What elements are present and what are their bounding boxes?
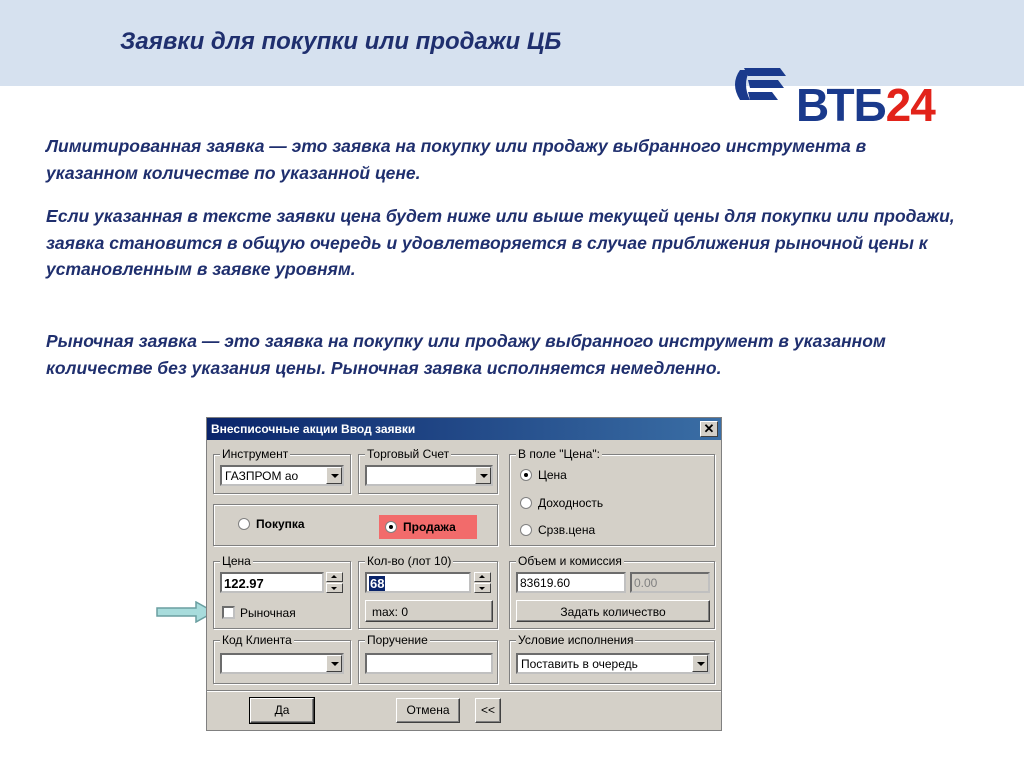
- quantity-value: 68: [370, 576, 385, 591]
- volume-input[interactable]: [516, 572, 626, 593]
- chevron-down-icon[interactable]: [692, 655, 708, 672]
- radio-avg-price-label: Срзв.цена: [538, 523, 596, 537]
- instrument-label: Инструмент: [222, 447, 289, 461]
- quantity-label: Кол-во (лот 10): [367, 554, 452, 568]
- price-value: 122.97: [224, 576, 264, 591]
- quantity-group: [358, 554, 498, 629]
- chevron-down-icon[interactable]: [475, 467, 491, 484]
- client-code-select[interactable]: [220, 653, 344, 674]
- ok-button[interactable]: [250, 698, 314, 723]
- price-group: [213, 554, 351, 629]
- max-label: max: 0: [372, 605, 409, 619]
- condition-group: [509, 633, 715, 684]
- price-label: Цена: [222, 554, 251, 568]
- account-select[interactable]: [365, 465, 493, 486]
- radio-sell[interactable]: [385, 521, 397, 533]
- ok-label: Да: [274, 703, 290, 717]
- commission-input: [630, 572, 710, 593]
- set-quantity-label: Задать количество: [560, 605, 666, 619]
- spin-down-icon[interactable]: [326, 583, 343, 593]
- dialog-titlebar[interactable]: [207, 418, 721, 440]
- commission-value: 0.00: [634, 576, 658, 590]
- spin-up-icon[interactable]: [474, 572, 491, 582]
- order-entry-dialog: [206, 417, 722, 731]
- client-code-group: [213, 633, 351, 684]
- close-button[interactable]: [700, 421, 718, 437]
- radio-price-label: Цена: [538, 468, 567, 482]
- condition-select[interactable]: [516, 653, 710, 674]
- instrument-group: [213, 447, 351, 494]
- vtb24-logo: [728, 64, 968, 134]
- radio-avg-price[interactable]: [520, 524, 532, 536]
- market-checkbox[interactable]: [222, 606, 235, 619]
- market-label: Рыночная: [240, 606, 296, 620]
- instrument-value: ГАЗПРОМ ао: [225, 469, 299, 483]
- quantity-spinner[interactable]: [474, 572, 491, 593]
- price-input[interactable]: [220, 572, 324, 593]
- order-label: Поручение: [367, 633, 428, 647]
- paragraph-limit-order: Лимитированная заявка — это заявка на покупку или продажу выбранного инструмента в указанном количестве по указанной цене.: [46, 136, 867, 183]
- radio-sell-label: Продажа: [403, 520, 456, 534]
- paragraph-queue-explanation: Если указанная в тексте заявки цена будет ниже или выше текущей цены для покупки или продажи, заявка становится в общую очередь и удовлетворяется в случае приближения рыночной цены к установленным в заявке уровням.: [46, 206, 955, 279]
- radio-yield-label: Доходность: [538, 496, 604, 510]
- quantity-input[interactable]: [365, 572, 471, 593]
- chevron-down-icon[interactable]: [326, 467, 342, 484]
- logo-wordmark: [796, 79, 935, 131]
- max-button[interactable]: [365, 600, 493, 622]
- logo-vtb-text: ВТБ: [796, 79, 886, 131]
- close-icon: ✕: [703, 421, 715, 436]
- radio-buy-label: Покупка: [256, 517, 305, 531]
- cancel-button[interactable]: [396, 698, 460, 723]
- volume-group: [509, 554, 715, 629]
- condition-value: Поставить в очередь: [521, 657, 638, 671]
- spin-down-icon[interactable]: [474, 583, 491, 593]
- dialog-title: Внесписочные акции Ввод заявки: [211, 422, 416, 436]
- spin-up-icon[interactable]: [326, 572, 343, 582]
- client-code-label: Код Клиента: [222, 633, 292, 647]
- bottom-separator: [207, 690, 721, 692]
- sell-highlight: [379, 515, 477, 539]
- set-quantity-button[interactable]: [516, 600, 710, 622]
- radio-yield[interactable]: [520, 497, 532, 509]
- account-label: Торговый Счет: [367, 447, 450, 461]
- logo-24-text: 24: [885, 79, 935, 131]
- paragraph-market-order: Рыночная заявка — это заявка на покупку или продажу выбранного инструмент в указанном количестве без указания цены. Рыночная заявка исполняется немедленно.: [46, 331, 886, 378]
- volume-label: Объем и комиссия: [518, 554, 622, 568]
- order-group: [358, 633, 498, 684]
- order-input[interactable]: [365, 653, 493, 674]
- price-field-label: В поле "Цена":: [518, 447, 600, 461]
- radio-buy[interactable]: [238, 518, 250, 530]
- slide-title: Заявки для покупки или продажи ЦБ: [120, 28, 562, 55]
- condition-label: Условие исполнения: [518, 633, 634, 647]
- collapse-icon: <<: [480, 703, 495, 717]
- instrument-select[interactable]: [220, 465, 344, 486]
- chevron-down-icon[interactable]: [326, 655, 342, 672]
- radio-price[interactable]: [520, 469, 532, 481]
- price-field-group: [509, 447, 715, 546]
- volume-value: 83619.60: [520, 576, 571, 590]
- cancel-label: Отмена: [406, 703, 450, 717]
- price-spinner[interactable]: [326, 572, 343, 593]
- collapse-button[interactable]: [475, 698, 501, 723]
- vtb-emblem-icon: [728, 64, 788, 108]
- account-group: [358, 447, 498, 494]
